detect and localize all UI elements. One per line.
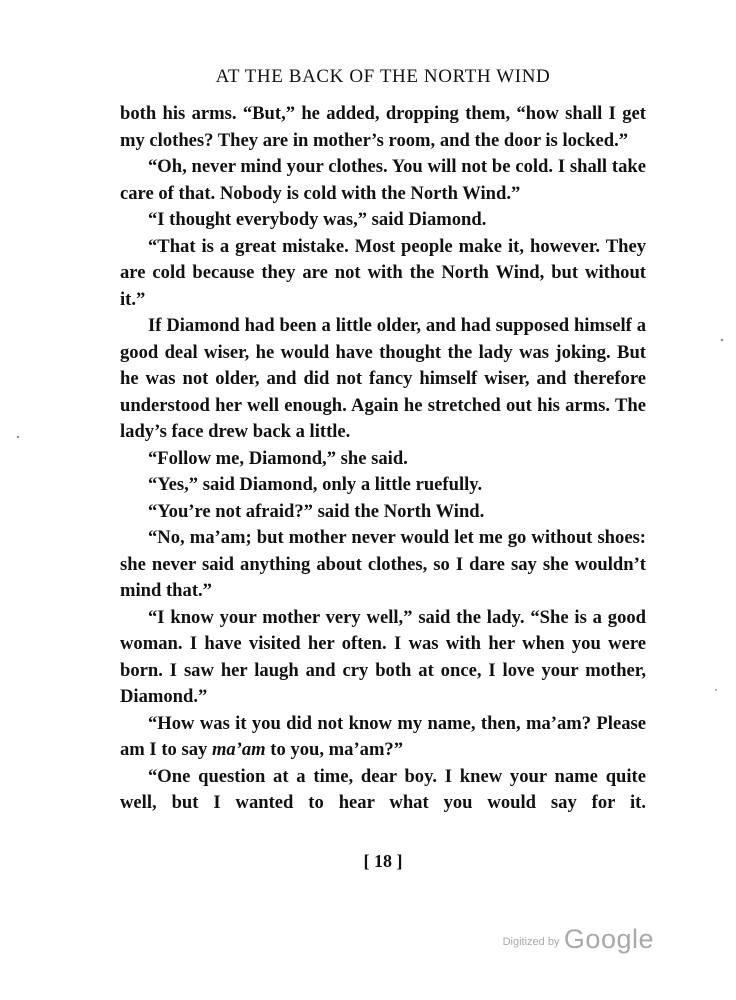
paragraph: “That is a great mistake. Most people make it, however. They are cold because they are not with the North Wind, but without it.” bbox=[120, 235, 646, 310]
scan-speck bbox=[17, 436, 19, 438]
scan-speck bbox=[721, 339, 723, 341]
paragraph: “I know your mother very well,” said the lady. “She is a good woman. I have visited her often. I was with her when you were born. I saw her laugh and cry both at once, I love your mother, Diamond.” bbox=[120, 606, 646, 707]
paragraph: “No, ma’am; but mother never would let me go without shoes: she never said anything about clothes, so I dare say she wouldn’t mind that.” bbox=[120, 527, 646, 601]
scan-speck bbox=[715, 689, 717, 691]
digitized-by-google-watermark bbox=[503, 924, 654, 955]
paragraph: “Follow me, Diamond,” she said. bbox=[148, 447, 408, 469]
body-text bbox=[120, 101, 646, 817]
paragraph: “Oh, never mind your clothes. You will not be cold. I shall take care of that. Nobody is cold with the North Wind.” bbox=[120, 156, 646, 204]
paragraph: “You’re not afraid?” said the North Wind. bbox=[148, 500, 485, 522]
paragraph: both his arms. “But,” he added, dropping them, “how shall I get my clothes? They are in mother’s room, and the door is locked.” bbox=[120, 103, 646, 151]
paragraph bbox=[120, 711, 646, 764]
paragraph: “Yes,” said Diamond, only a little ruefully. bbox=[148, 474, 483, 495]
paragraph: “I thought everybody was,” said Diamond. bbox=[148, 209, 487, 230]
watermark-brand: Google bbox=[563, 924, 654, 954]
page-number: [ 18 ] bbox=[363, 851, 403, 871]
paragraph: If Diamond had been a little older, and had supposed himself a good deal wiser, he would have thought the lady was joking. But he was not older, and did not fancy himself wiser, and therefore understood her well enough. Again he stretched out his arms. The lady’s face drew back a little. bbox=[120, 315, 646, 442]
paragraph: “One question at a time, dear boy. I knew your name quite well, but I wanted to hear what you would say for it. bbox=[120, 765, 646, 813]
watermark-prefix: Digitized by bbox=[502, 936, 560, 948]
italic-text: ma’am bbox=[211, 739, 266, 760]
running-head: AT THE BACK OF THE NORTH WIND bbox=[215, 66, 551, 87]
paragraph-text: “How was it you did not know my name, then, ma’am? Please am I to say bbox=[120, 712, 646, 760]
paragraph-text: to you, ma’am?” bbox=[265, 739, 404, 760]
